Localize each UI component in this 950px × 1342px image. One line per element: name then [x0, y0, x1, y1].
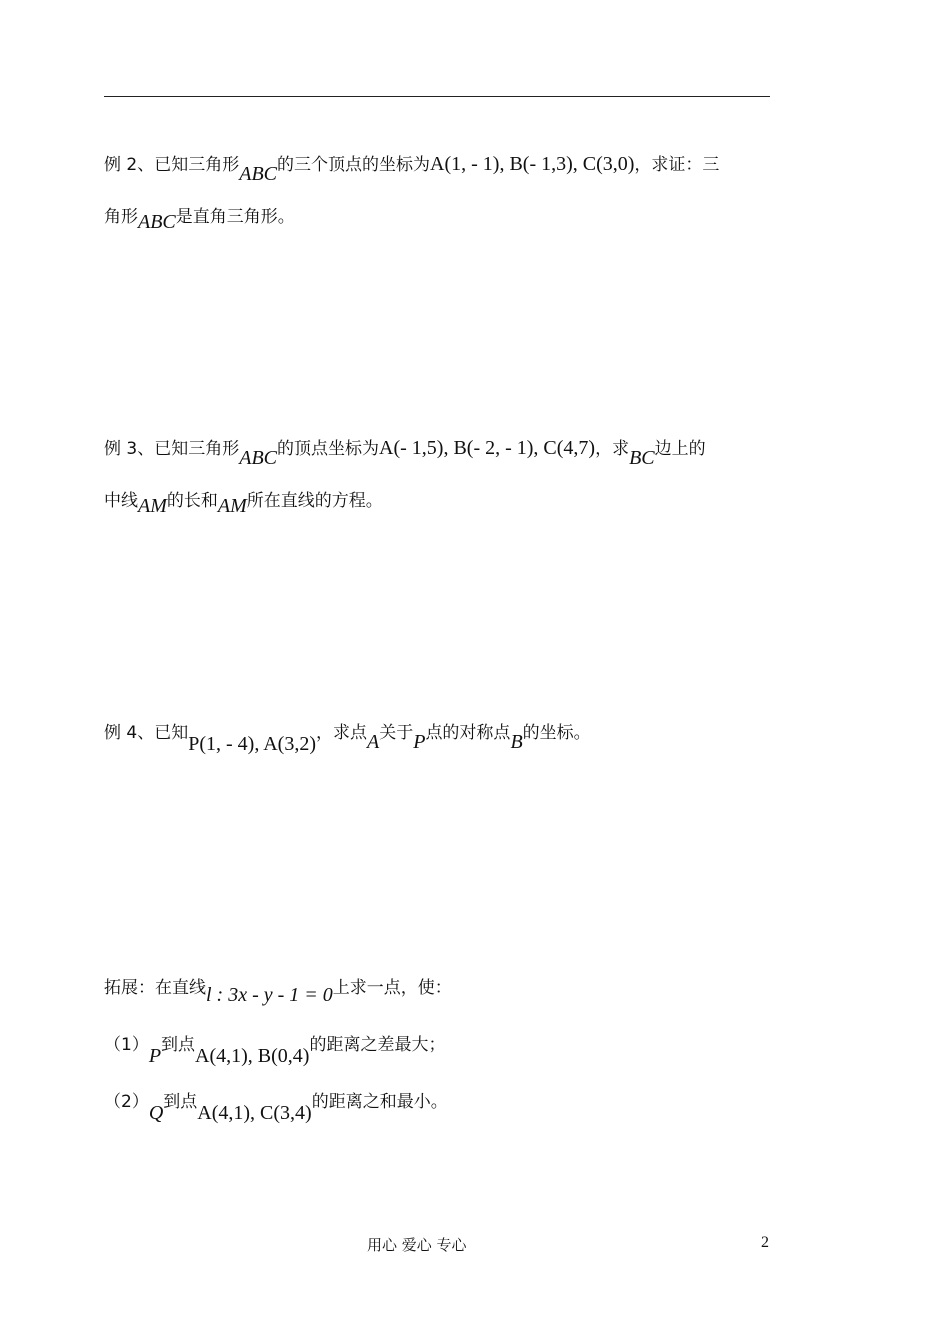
extension-item-2 — [104, 1089, 448, 1124]
ext-point-p: P — [148, 1045, 162, 1067]
ext-points-ac: A(4,1), C(3,4) — [197, 1102, 312, 1124]
example-3-line-2 — [104, 488, 383, 517]
ex3-text: 的顶点坐标为 — [277, 439, 380, 459]
ext-text: 到点 — [161, 1035, 196, 1055]
ex2-triangle-abc: ABC — [138, 211, 176, 233]
ex4-points: P(1, - 4), A(3,2) — [188, 733, 316, 755]
ex3-text: ，求 — [595, 439, 630, 459]
ex3-text: 例 3、已知三角形 — [104, 439, 240, 459]
ex4-text: ，求点 — [316, 723, 367, 743]
page-number: 2 — [761, 1234, 769, 1251]
ex3-median-am: AM — [138, 495, 167, 517]
ex2-triangle-abc: ABC — [239, 163, 278, 185]
ext-points-ab: A(4,1), B(0,4) — [195, 1045, 310, 1067]
ex2-text: 例 2、已知三角形 — [104, 155, 240, 175]
ext-text: 的距离之差最大； — [309, 1035, 446, 1055]
ext-item-number: （2） — [104, 1092, 149, 1112]
example-2-line-2 — [104, 204, 295, 233]
ext-text: 到点 — [163, 1092, 198, 1112]
header-rule — [104, 96, 770, 97]
example-4-line-1 — [104, 720, 591, 755]
footer-slogan: 用心 爱心 专心 — [367, 1236, 467, 1254]
ex3-side-bc: BC — [629, 447, 655, 469]
ex4-text: 关于 — [379, 723, 414, 743]
ex3-text: 边上的 — [654, 439, 706, 459]
ex2-text: 的三个顶点的坐标为 — [277, 155, 431, 175]
ext-text: 的距离之和最小。 — [311, 1092, 448, 1112]
ext-text: 上求一点，使： — [332, 978, 452, 998]
extension-line-1 — [104, 975, 452, 1006]
ext-text: 拓展：在直线 — [104, 978, 206, 998]
ex3-text: 中线 — [104, 491, 138, 511]
ex3-text: 所在直线的方程。 — [246, 491, 383, 511]
ex3-triangle-abc: ABC — [239, 447, 278, 469]
ex4-text: 例 4、已知 — [104, 723, 189, 743]
ex4-point-a: A — [367, 731, 380, 753]
ex2-vertex-coords: A(1, - 1), B(- 1,3), C(3,0) — [430, 153, 635, 175]
ex4-point-p: P — [413, 731, 426, 753]
ex4-text: 点的对称点 — [425, 723, 511, 743]
ex4-text: 的坐标。 — [522, 723, 591, 743]
ext-point-q: Q — [148, 1102, 164, 1124]
ex2-text: 是直角三角形。 — [175, 207, 295, 227]
example-3-line-1 — [104, 436, 706, 469]
ex3-median-am: AM — [217, 495, 247, 517]
example-2-line-1 — [104, 152, 720, 185]
ex4-point-b: B — [510, 731, 523, 753]
ex3-vertex-coords: A(- 1,5), B(- 2, - 1), C(4,7) — [379, 437, 596, 459]
ex3-text: 的长和 — [166, 491, 218, 511]
ex2-text: 角形 — [104, 207, 138, 227]
ext-item-number: （1） — [104, 1035, 149, 1055]
extension-item-1 — [104, 1032, 446, 1067]
ext-line-equation: l : 3x - y - 1 = 0 — [206, 984, 333, 1006]
ex2-text: ，求证：三 — [634, 155, 720, 175]
